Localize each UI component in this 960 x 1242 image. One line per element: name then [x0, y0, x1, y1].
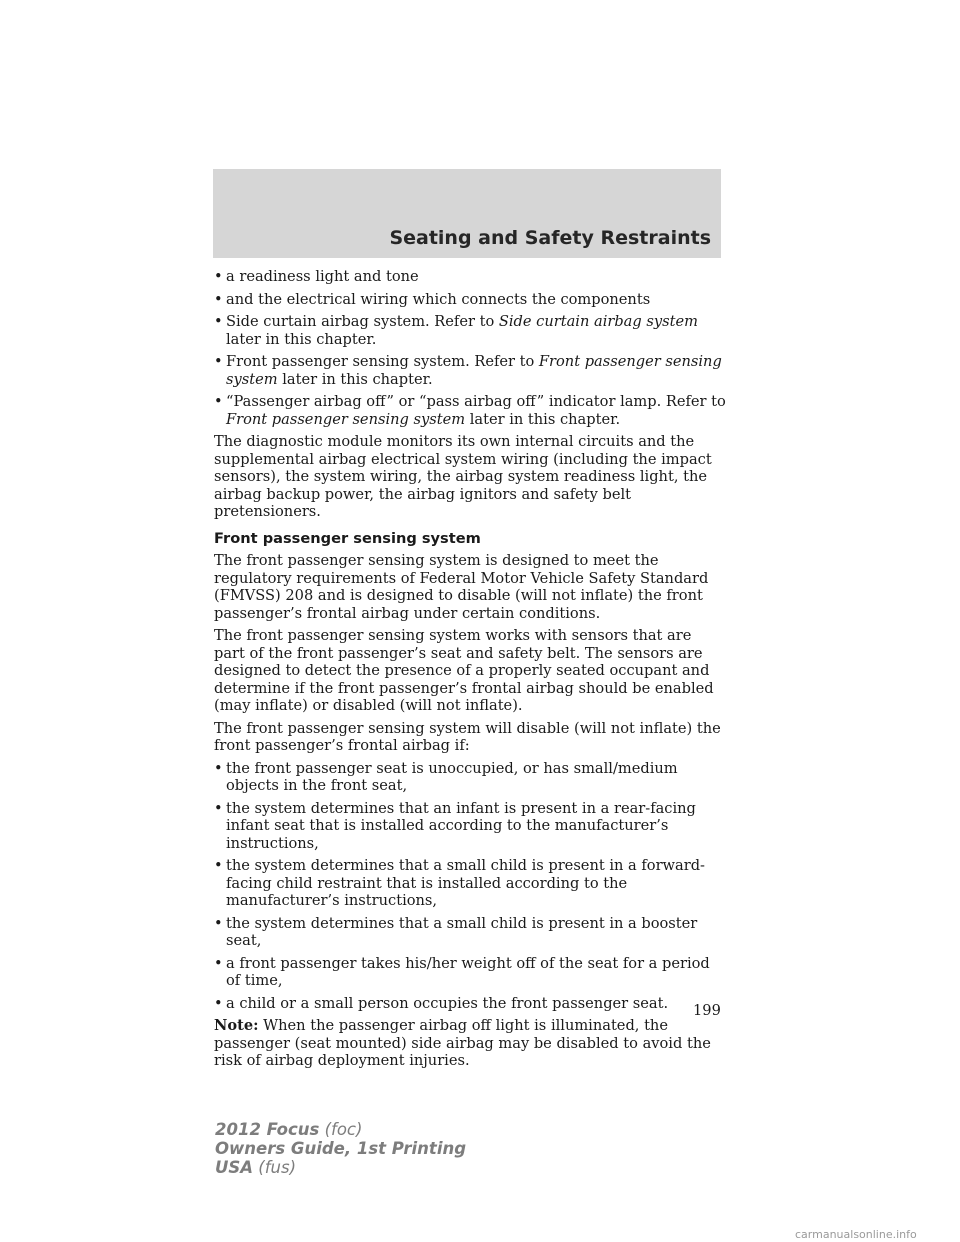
list-item-text: later in this chapter.	[465, 410, 621, 428]
list-item-text: the system determines that a small child is present in a booster seat,	[226, 914, 698, 949]
footer-market-code: (fus)	[253, 1158, 297, 1177]
bullet-glyph: •	[214, 313, 223, 330]
list-item-text: Side curtain airbag system. Refer to	[226, 313, 499, 330]
list-item	[214, 393, 726, 428]
cross-reference: Front passenger sensing system	[226, 410, 466, 428]
list-item-text: a readiness light and tone	[226, 268, 419, 285]
bullet-glyph: •	[214, 994, 223, 1012]
list-item	[214, 760, 726, 795]
list-item	[214, 800, 726, 853]
list-item-text: a child or a small person occupies the front passenger seat.	[226, 994, 669, 1012]
page-number: 199	[693, 1002, 721, 1019]
footer-model-code: (foc)	[319, 1120, 363, 1139]
paragraph: The front passenger sensing system works with sensors that are part of the front passenger’s seat and safety belt. The sensors are designed to detect the presence of a properly seated occupant and determine if the front passenger’s frontal airbag should be enabled (may inflate) or disabled (will not inflate).	[214, 627, 714, 714]
page-content	[214, 268, 726, 1075]
bullet-glyph: •	[214, 857, 223, 874]
bullet-glyph: •	[214, 799, 223, 817]
note-text: When the passenger airbag off light is illuminated, the passenger (seat mounted) side airbag may be disabled to avoid the risk of airbag deployment injuries.	[214, 1017, 711, 1069]
paragraph-diagnostic: The diagnostic module monitors its own internal circuits and the supplemental airbag electrical system wiring (including the impact sensors), the system wiring, the airbag system readiness light, the airbag backup power, the airbag ignitors and safety belt pretensioners.	[214, 433, 712, 520]
watermark: carmanualsonline.info	[795, 1228, 917, 1241]
note-label: Note:	[214, 1017, 259, 1034]
list-item	[214, 955, 726, 990]
list-item	[214, 268, 726, 286]
cross-reference: Front passenger sensing system	[226, 353, 722, 388]
note-paragraph	[214, 1017, 726, 1070]
footer-edition: Owners Guide, 1st Printing	[215, 1139, 467, 1158]
list-item	[214, 353, 726, 388]
cross-reference: Side curtain airbag system	[498, 313, 698, 330]
list-item-text: later in this chapter.	[277, 370, 433, 388]
list-item	[214, 915, 726, 950]
list-item-text: and the electrical wiring which connects the components	[226, 290, 651, 308]
bullet-glyph: •	[214, 914, 223, 932]
section-header-band	[213, 169, 721, 258]
footer-model: 2012 Focus	[215, 1120, 320, 1139]
section-heading: Front passenger sensing system	[214, 529, 481, 547]
bullet-glyph: •	[214, 954, 223, 972]
footer-print-info	[215, 1120, 466, 1177]
bullet-glyph: •	[214, 759, 223, 777]
bullet-glyph: •	[214, 290, 223, 308]
list-item-text: the system determines that an infant is present in a rear-facing infant seat that is installed according to the manufacturer’s instructions,	[226, 799, 696, 852]
list-item	[214, 313, 726, 348]
list-item-text: later in this chapter.	[226, 330, 377, 348]
list-item	[214, 857, 726, 910]
paragraph: The front passenger sensing system is designed to meet the regulatory requirements of Federal Motor Vehicle Safety Standard (FMVSS) 208 and is designed to disable (will not inflate) the front passenger’s frontal airbag under certain conditions.	[214, 552, 709, 622]
list-item-text: “Passenger airbag off” or “pass airbag off” indicator lamp. Refer to	[226, 393, 726, 410]
bullet-glyph: •	[214, 353, 223, 370]
bullet-glyph: •	[214, 268, 223, 285]
list-item	[214, 995, 726, 1013]
list-item	[214, 291, 726, 309]
list-item-text: a front passenger takes his/her weight off of the seat for a period of time,	[226, 954, 710, 989]
footer-market: USA	[215, 1158, 254, 1177]
list-item-text: Front passenger sensing system. Refer to	[226, 353, 539, 370]
bullet-glyph: •	[214, 393, 223, 410]
list-item-text: the system determines that a small child is present in a forward-facing child restraint that is installed according to the manufacturer’s instructions,	[226, 857, 705, 909]
section-title: Seating and Safety Restraints	[389, 227, 711, 249]
paragraph: The front passenger sensing system will disable (will not inflate) the front passenger’s frontal airbag if:	[214, 719, 721, 754]
list-item-text: the front passenger seat is unoccupied, or has small/medium objects in the front seat,	[226, 759, 678, 794]
